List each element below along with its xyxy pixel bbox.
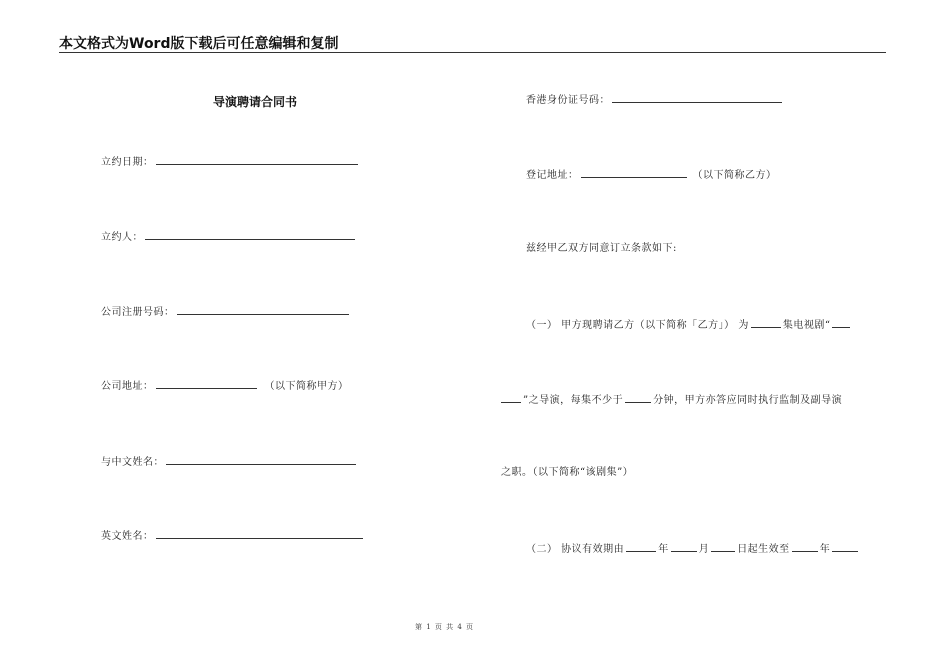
clause-text: 日起生效至 [737,544,790,555]
clause-text: （二） 协议有效期由 [526,544,625,555]
blank-line[interactable] [177,304,349,315]
field-party [101,229,357,245]
blank-line[interactable] [832,317,850,328]
field-suffix: （以下简称乙方） [692,170,777,181]
header-divider [59,52,886,53]
field-label: 公司注册号码： [101,307,175,318]
field-label: 立约人： [101,232,143,243]
field-registered-address [526,167,777,183]
blank-line[interactable] [166,454,356,465]
document-header: 本文格式为Word版下载后可任意编辑和复制 [59,36,339,52]
blank-line[interactable] [156,528,363,539]
field-suffix: （以下简称甲方） [264,381,349,392]
document-title: 导演聘请合同书 [213,95,298,109]
blank-line[interactable] [501,392,521,403]
clause-text: 年 [658,544,669,555]
blank-line[interactable] [625,392,651,403]
clause-text: （一） 甲方现聘请乙方（以下简称「乙方」） 为 [526,320,749,331]
field-label: 与中文姓名： [101,457,164,468]
blank-line[interactable] [751,317,781,328]
field-label: 公司地址： [101,381,154,392]
blank-line[interactable] [792,541,818,552]
blank-line[interactable] [711,541,735,552]
clause-1-line-2 [501,392,842,408]
blank-line[interactable] [145,229,355,240]
clause-text: 月 [698,544,710,555]
clause-1-line-1 [526,317,852,333]
field-english-name [101,528,365,544]
field-label: 立约日期： [101,157,154,168]
clause-1-line-3: 之职。（以下简称“该剧集”） [501,467,634,478]
clause-text: 分钟，甲方亦答应同时执行监制及副导演 [653,395,843,406]
clause-text: 年 [819,544,831,555]
field-label: 登记地址： [526,170,579,181]
blank-line[interactable] [626,541,656,552]
clause-2-line-1 [526,541,860,557]
field-signing-date [101,154,360,170]
blank-line[interactable] [671,541,697,552]
clause-text: 集电视剧“ [782,320,831,331]
field-label: 香港身份证号码： [526,95,610,106]
blank-line[interactable] [832,541,858,552]
blank-line[interactable] [581,167,687,178]
blank-line[interactable] [156,378,257,389]
blank-line[interactable] [612,92,782,103]
field-chinese-name [101,454,358,470]
field-hk-id [526,92,784,108]
page-number: 第 1 页 共 4 页 [415,623,475,631]
field-company-reg-no [101,304,351,320]
field-label: 英文姓名： [101,531,154,542]
blank-line[interactable] [156,154,358,165]
field-company-address [101,378,349,394]
intro-paragraph: 兹经甲乙双方同意订立条款如下: [526,243,677,254]
clause-text: ”之导演，每集不少于 [523,395,624,406]
